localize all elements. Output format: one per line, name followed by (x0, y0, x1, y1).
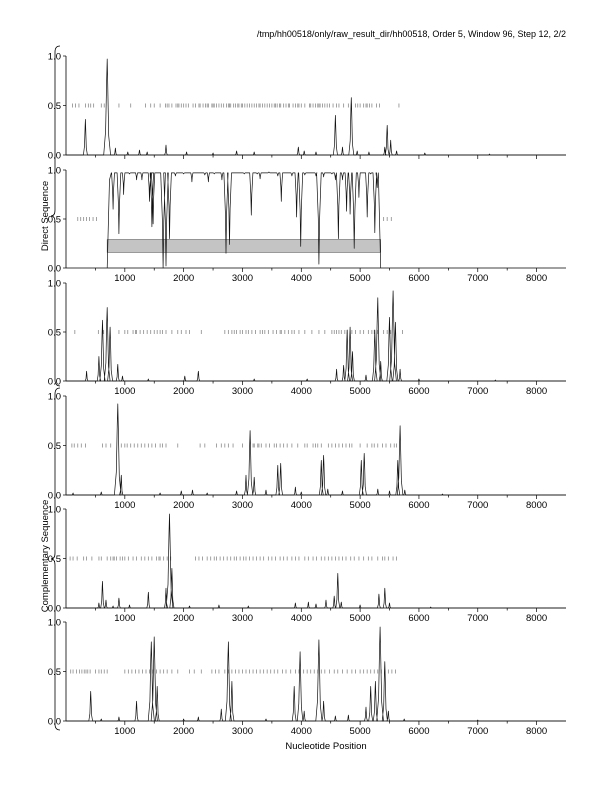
y-tick-label: 1.0 (47, 51, 61, 63)
x-tick-label: 6000 (408, 273, 430, 284)
y-tick-label: 0.5 (47, 667, 61, 678)
x-tick-label: 7000 (467, 500, 489, 511)
x-tick-label: 5000 (349, 273, 371, 284)
signal-series-line (66, 59, 566, 155)
x-tick-label: 2000 (173, 273, 195, 284)
x-tick-label: 7000 (467, 386, 489, 397)
x-tick-label: 3000 (231, 386, 254, 397)
y-tick-label: 0.5 (47, 214, 61, 226)
y-tick-label: 0.5 (47, 441, 61, 452)
x-tick-label: 4000 (290, 726, 312, 737)
y-tick-label: 1.0 (47, 617, 61, 629)
panel-2 (48, 166, 566, 285)
y-tick-label: 0.0 (47, 376, 61, 388)
y-tick-label: 0.5 (47, 554, 61, 565)
signal-series-line (66, 291, 566, 381)
x-tick-label: 7000 (467, 726, 489, 737)
y-tick-label: 0.0 (47, 150, 61, 162)
x-tick-label: 6000 (408, 386, 430, 397)
x-tick-label: 7000 (467, 273, 489, 284)
x-tick-label: 8000 (526, 726, 548, 737)
y-tick-label: 1.0 (47, 391, 61, 403)
y-tick-label: 0.5 (47, 101, 61, 112)
x-tick-label: 5000 (349, 386, 371, 397)
panel-6 (48, 618, 566, 738)
x-tick-label: 3000 (231, 613, 254, 624)
x-tick-label: 2000 (173, 726, 195, 737)
x-tick-label: 4000 (290, 273, 312, 284)
x-tick-label: 8000 (526, 386, 548, 397)
x-tick-label: 2000 (173, 500, 195, 511)
x-tick-label: 4000 (290, 500, 312, 511)
x-tick-label: 7000 (467, 613, 489, 624)
x-tick-label: 3000 (231, 726, 254, 737)
y-tick-label: 0.0 (47, 716, 61, 728)
x-tick-label: 6000 (408, 726, 430, 737)
x-tick-label: 1000 (114, 273, 136, 284)
y-tick-label: 1.0 (47, 504, 61, 516)
y-group-label-complementary: Complementary Sequence (40, 499, 51, 613)
y-tick-label: 1.0 (47, 278, 61, 290)
x-tick-label: 5000 (349, 726, 371, 737)
x-tick-label: 5000 (349, 613, 371, 624)
x-tick-label: 2000 (173, 386, 195, 397)
signal-series-line (66, 404, 566, 495)
x-tick-label: 4000 (290, 386, 312, 397)
panel-1 (48, 52, 566, 162)
x-tick-label: 2000 (173, 613, 195, 624)
x-tick-label: 3000 (231, 273, 254, 284)
x-tick-label: 5000 (349, 500, 371, 511)
x-tick-label: 8000 (526, 273, 548, 284)
y-tick-label: 1.0 (47, 165, 61, 177)
x-tick-label: 1000 (114, 500, 136, 511)
x-tick-label: 8000 (526, 500, 548, 511)
x-tick-label: 4000 (290, 613, 312, 624)
x-tick-label: 1000 (114, 613, 136, 624)
figure-title: /tmp/hh00518/only/raw_result_dir/hh00518, Order 5, Window 96, Step 12, 2/2 (256, 29, 566, 39)
x-tick-label: 6000 (408, 613, 430, 624)
y-tick-label: 0.0 (47, 490, 61, 502)
y-tick-label: 0.0 (47, 603, 61, 615)
panel-4 (48, 392, 566, 512)
y-group-label-direct: Direct Sequence (40, 180, 51, 252)
panel-3 (48, 279, 566, 398)
panel-5 (48, 505, 566, 625)
panels-container (48, 52, 566, 738)
x-axis-label: Nucleotide Position (285, 741, 367, 752)
signal-series-line (66, 627, 566, 721)
x-tick-label: 8000 (526, 613, 548, 624)
signal-series-line (66, 514, 566, 608)
x-tick-label: 1000 (114, 726, 136, 737)
y-tick-label: 0.0 (47, 263, 61, 275)
x-tick-label: 1000 (114, 386, 136, 397)
y-tick-label: 0.5 (47, 327, 61, 339)
orf-highlight-band (107, 240, 381, 253)
signal-series-line (107, 172, 381, 268)
x-tick-label: 3000 (231, 500, 254, 511)
x-tick-label: 6000 (408, 500, 430, 511)
